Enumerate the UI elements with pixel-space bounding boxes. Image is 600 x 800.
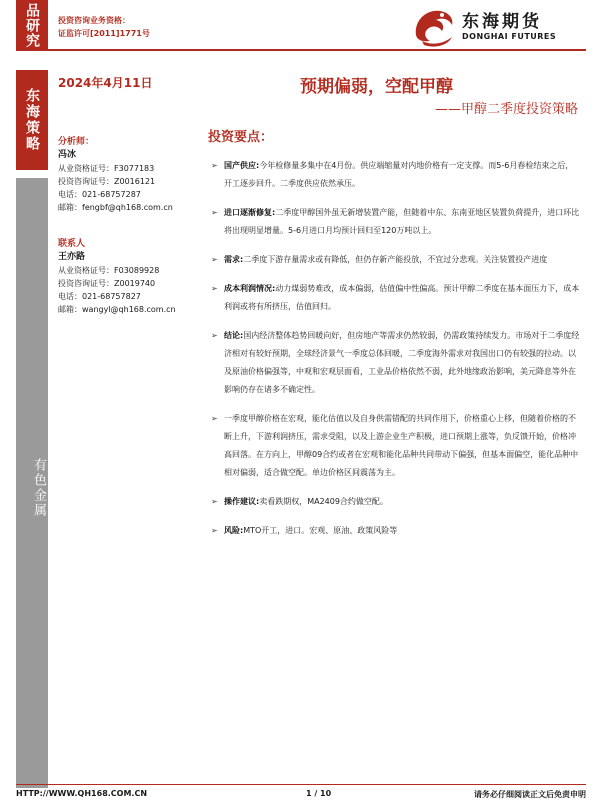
bullet-arrow-icon: ➢ <box>211 284 218 293</box>
key-point-text: 卖看跌期权，MA2409合约做空配。 <box>259 497 388 506</box>
logo-english-text: DONGHAI FUTURES <box>462 31 557 41</box>
company-logo <box>412 5 582 47</box>
contact-heading: 联系人 <box>58 239 86 249</box>
key-point-label: 结论: <box>224 331 244 340</box>
header-divider <box>16 49 586 51</box>
key-point-label: 需求: <box>224 255 244 264</box>
logo-chinese-text: 东海期货 <box>462 11 542 32</box>
bullet-arrow-icon: ➢ <box>211 497 218 506</box>
key-point-item <box>208 410 580 482</box>
key-point-item <box>208 204 580 240</box>
analyst-advisory: 投资咨询证号：Z0016121 <box>58 177 156 186</box>
key-point-text: 二季度下游存量需求或有降低，但仍存新产能投放，不宜过分悲观。关注装置投产进度 <box>243 255 548 264</box>
key-point-text: 动力煤弱势难改，成本偏弱，估值偏中性偏高。预计甲醇二季度在基本面压力下，成本利润或将有所挤压，估值回归。 <box>224 284 580 311</box>
key-point-label: 风险: <box>224 526 244 535</box>
key-point-label: 成本利润情况: <box>224 284 276 293</box>
analyst-phone: 电话：021-68757287 <box>58 190 141 199</box>
bullet-arrow-icon: ➢ <box>211 526 218 535</box>
report-title: 预期偏弱，空配甲醇 <box>300 77 453 97</box>
key-point-item <box>208 493 580 511</box>
key-points-heading: 投资要点： <box>208 130 274 145</box>
sidebar <box>16 70 48 800</box>
key-point-item <box>208 157 580 193</box>
bullet-arrow-icon: ➢ <box>211 161 218 170</box>
key-point-label: 操作建议: <box>224 497 260 506</box>
license-line-1: 投资咨询业务资格： <box>58 16 130 25</box>
website-link[interactable]: HTTP://WWW.QH168.COM.CN <box>16 789 148 798</box>
key-point-text: 二季度甲醇国外虽无新增装置产能，但随着中东、东南亚地区装置负荷提升，进口环比将出现明显增量。5-6月进口月均预计回归至120万吨以上。 <box>224 208 580 235</box>
department-tab <box>16 0 48 50</box>
analyst-name: 冯冰 <box>58 150 77 160</box>
sidebar-category-label: 有色金属 <box>16 178 48 788</box>
license-info <box>58 14 150 40</box>
analyst-block <box>58 136 198 214</box>
contact-advisory: 投资咨询证号：Z0019740 <box>58 279 156 288</box>
report-date: 2024年4月11日 <box>58 76 153 90</box>
key-point-text: MTO开工，进口。宏观、原油、政策风险等 <box>243 526 398 535</box>
analyst-heading: 分析师： <box>58 137 95 147</box>
report-subtitle: ——甲醇二季度投资策略 <box>434 102 578 117</box>
contact-block <box>58 238 198 316</box>
key-point-item <box>208 327 580 399</box>
analyst-info <box>58 136 198 328</box>
bullet-arrow-icon: ➢ <box>211 255 218 264</box>
key-point-item <box>208 280 580 316</box>
key-point-text: 今年检修量多集中在4月份。供应端缩量对内地价格有一定支撑。而5-6月春检结束之后，开工逐步回升。二季度供应依然承压。 <box>224 161 574 188</box>
key-point-item <box>208 251 580 269</box>
sidebar-strategy-label: 东海策略 <box>16 70 48 170</box>
key-points-section <box>208 126 580 551</box>
contact-phone: 电话：021-68757827 <box>58 292 141 301</box>
analyst-cert: 从业资格证号：F3077183 <box>58 164 155 173</box>
key-point-text: 一季度甲醇价格在宏观，能化估值以及自身供需错配的共同作用下，价格重心上移，但随着价格的不断上升，下游利润挤压，需求受阻，以及上游企业生产积极，进口预期上涨等，负反馈开始，价格冲高回落。在方向上，甲醇09合约或者在宏观和能化品种共同带动下偏强，但基本面偏空，能化品种中相对偏弱，适合做空配。单边价格区间震荡为主。 <box>224 414 579 477</box>
footer-divider <box>16 784 586 785</box>
contact-email: 邮箱：wangyl@qh168.com.cn <box>58 305 176 314</box>
key-point-text: 国内经济整体趋势回暖向好，但房地产等需求仍然较弱，仍需政策持续发力。市场对于二季度经济相对有较好预期，全球经济景气一季度总体回暖，二季度海外需求对我国出口仍有较强的拉动。以及原油价格偏强等，中观和宏观层面看，工业品价格依然不弱，此外地缘政治影响，美元降息等外在影响仍存在诸多不确定性。 <box>224 331 580 394</box>
key-point-label: 国产供应: <box>224 161 260 170</box>
bullet-arrow-icon: ➢ <box>211 331 218 340</box>
contact-name: 王亦路 <box>58 252 86 262</box>
wave-logo-icon <box>412 5 456 47</box>
bullet-arrow-icon: ➢ <box>211 208 218 217</box>
bullet-arrow-icon: ➢ <box>211 414 218 423</box>
analyst-email: 邮箱：fengbf@qh168.com.cn <box>58 203 173 212</box>
contact-cert: 从业资格证号：F03089928 <box>58 266 160 275</box>
page-number: 1 / 10 <box>306 789 332 798</box>
key-point-item <box>208 522 580 540</box>
disclaimer-note: 请务必仔细阅读正文后免责申明 <box>474 790 586 799</box>
department-label: 品研究 <box>24 2 40 48</box>
license-line-2: 证监许可[2011]1771号 <box>58 29 150 38</box>
key-point-label: 进口逐渐修复: <box>224 208 276 217</box>
